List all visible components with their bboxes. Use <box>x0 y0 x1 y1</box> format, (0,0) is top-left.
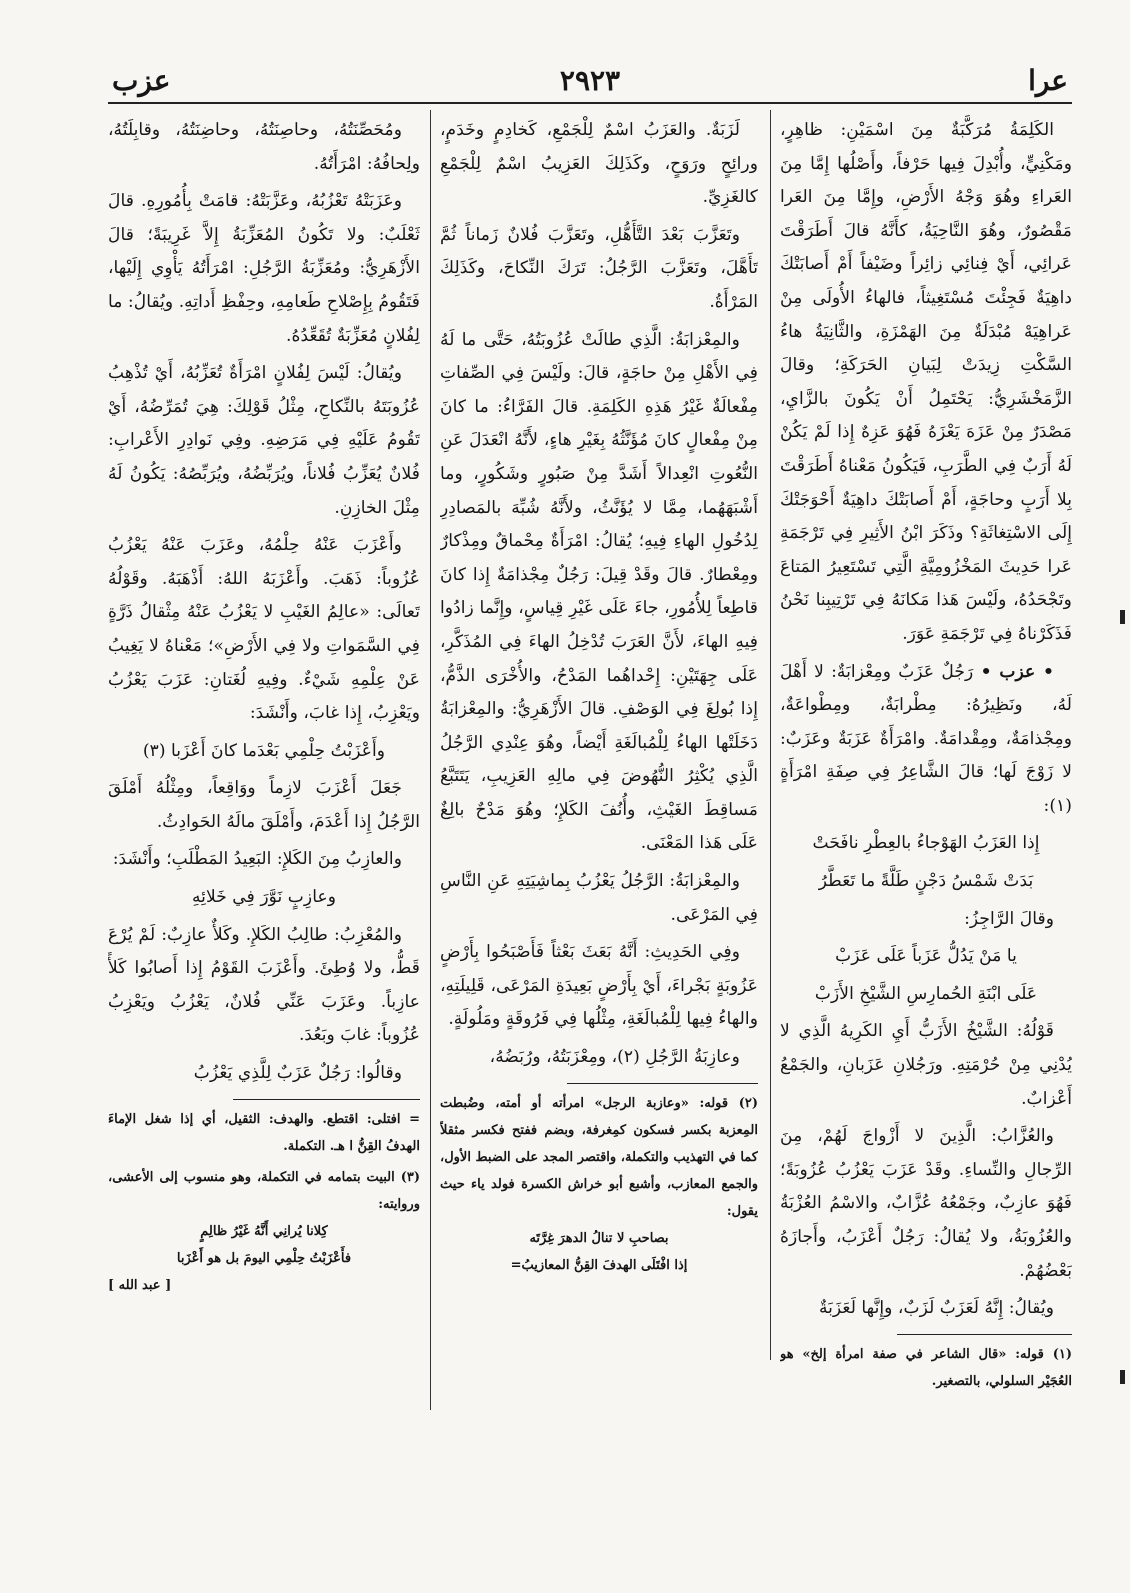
paragraph: والعُزَّابُ: الَّذِينَ لا أَزْواجَ لَهُمْ، مِنَ الرِّجالِ والنِّساءِ. وقَدْ عَزَبَ يَعْزُبُ عُزُوبَةً؛ فَهُوَ عازِبٌ، وجَمْعُهُ عُزَّابٌ، والاسْمُ العُزْبَةُ والعُزُوبَةُ، ولا يُقالُ: رَجُلٌ أَعْزَبُ، وأَجازَهُ بَعْضُهُمْ. <box>780 1126 1072 1281</box>
footnote-verse: بصاحبِ لا تنالُ الدهرَ غِرَّتَه <box>529 1230 669 1246</box>
paragraph: ويُقالُ: إِنَّهُ لَعَزَبٌ لَزَبٌ، وإِنَّها لَعَزَبَةٌ <box>818 1298 1054 1319</box>
page-number: ٢٩٢٣ <box>559 64 621 97</box>
paragraph: وعازِبَةُ الرَّجُلِ (٢)، ومِعْزَبَتُهُ، ورُبَضُهُ، <box>489 1047 740 1068</box>
footnote-separator <box>897 1334 1072 1335</box>
header-root-word-right: عرا <box>1028 64 1068 97</box>
footnote-separator <box>233 1099 420 1100</box>
paragraph: جَعَلَ أَعْزَبَ لازِماً ووَاقِعاً، ومِثْلُهُ أَمْلَقَ الرَّجُلُ إِذا أَعْدَمَ، وأَمْلَقَ مالَهُ الحَوادِثُ. <box>108 778 420 832</box>
margin-mark <box>1120 610 1125 624</box>
footnote <box>108 1164 420 1299</box>
margin-mark <box>1120 1370 1125 1384</box>
verse-line: وعازِبٍ نَوَّرَ فِي خَلائِهِ <box>191 887 337 908</box>
paragraph: وفِي الحَدِيثِ: أَنَّهُ بَعَثَ بَعْثاً فَأَصْبَحُوا بِأَرْضٍ عَزُوبَةٍ بَجْراءَ، أَيْ بِأَرْضٍ بَعِيدَةِ المَرْعَى، قَلِيلَتِهِ، والهاءُ فِيها لِلْمُبالَغَةِ، مِثْلُها فِي فَرُوقَةٍ ومَلُولَةٍ. <box>440 942 758 1030</box>
paragraph: قَوْلُهُ: الشَّيْخُ الأَزَبُّ أَيِ الكَرِيهُ الَّذِي لا يُدْنِي مِنْ حُرْمَتِهِ. ورَجُلانِ عَزَبانِ، والجَمْعُ أَعْزابٌ. <box>780 1021 1072 1109</box>
paragraph: والعازِبُ مِنَ الكَلإِ: البَعِيدُ المَطْلَبِ؛ وأَنْشَدَ: <box>112 849 402 870</box>
entry-paragraph <box>780 656 1072 824</box>
paragraph: الكَلِمَةُ مُرَكَّبَةٌ مِنَ اسْمَيْنِ: ظاهِرٍ، ومَكْنِيٍّ، وأُبْدِلَ فِيها حَرْفاً، وأَصْلُها إِمَّا مِنَ العَراءِ وهُوَ وَجْهُ الأَرْضِ، وإِمَّا مِنَ العَرا مَقْصُورٌ، وهُوَ النَّاحِيَةُ، كأَنَّهُ قالَ أَطَرَقْتَ عَرائِي، أَيْ فِنائِي زائِراً وضَيْفاً أَمْ أَصابَتْكَ داهِيَةٌ فَجِئْتَ مُسْتَغِيثاً، فالهاءُ الأُولَى مِنْ عَراهِيَهْ مُبْدَلَةٌ مِنَ الهَمْزَةِ، والثَّانِيَةُ هاءُ السَّكْتِ زِيدَتْ لِبَيانِ الحَرَكَةِ؛ وقالَ الزَّمَخْشَرِيُّ: يَحْتَمِلُ أَنْ يَكُونَ بالزَّايِ، مَصْدَرٌ مِنْ عَزَهَ يَعْزَهُ فَهُوَ عَزِهٌ إِذا لَمْ يَكُنْ لَهُ أَرَبٌ فِي الطَّرَبِ، فَيَكُونُ مَعْناهُ أَطَرَقْتَ بِلا أَرَبٍ وحاجَةٍ، أَمْ أَصابَتْكَ داهِيَةٌ أَحْوَجَتْكَ إِلَى الاسْتِغاثَةِ؟ وذَكَرَ ابْنُ الأَثِيرِ فِي تَرْجَمَةِ عَرا حَدِيثَ المَخْزُومِيَّةِ الَّتِي تَسْتَعِيرُ المَتاعَ وتَجْحَدُهُ، ولَيْسَ هَذا مَكانَهُ فِي تَرْتِيبِنا نَحْنُ فَذَكَرْناهُ فِي تَرْجَمَةِ عَوَرَ. <box>780 120 1072 644</box>
paragraph: ويُقالُ: لَيْسَ لِفُلانٍ امْرَأَةٌ تُعَزِّبُهُ، أَيْ تُذْهِبُ عُزُوبَتَهُ بالنِّكاحِ، مِثْلُ قَوْلِكَ: هِيَ تُمَرِّضُهُ، أَيْ تَقُومُ عَلَيْهِ فِي مَرَضِهِ. وفِي نَوادِرِ الأَعْرابِ: فُلانٌ يُعَزِّبُ فُلاناً، ويُرَبِّضُهُ، ويُرَبِّصُهُ: يَكُونُ لَهُ مِثْلَ الخازِنِ. <box>108 363 420 518</box>
verse-line: عَلَى ابْنَةِ الحُمارِسِ الشَّيْخِ الأَزَبْ <box>814 983 1038 1004</box>
paragraph: وعَزَبَتْهُ تَعْزُبُهُ، وعَزَّبَتْهُ: قامَتْ بِأُمُورِهِ. قالَ ثَعْلَبٌ: ولا تَكُونُ المُعَزِّبَةُ إِلاَّ غَرِيبَةً؛ قالَ الأَزْهَرِيُّ: ومُعَزِّبَةُ الرَّجُلِ: امْرَأَتُهُ يَأْوِي إِلَيْها، فَتَقُومُ بِإِصْلاحِ طَعامِهِ، وحِفْظِ أَداتِهِ. ويُقالُ: ما لِفُلانٍ مُعَزِّبَةٌ تُقَعِّدُهُ. <box>108 191 420 346</box>
verse-line: إِذا العَزَبُ الهَوْجاءُ بالعِطْرِ نافَحَتْ <box>812 833 1040 854</box>
paragraph: والمِعْزابَةُ: الَّذِي طالَتْ عُزُوبَتُهُ، حَتَّى ما لَهُ فِي الأَهْلِ مِنْ حاجَةٍ، قالَ: ولَيْسَ فِي الصِّفاتِ مِفْعالَةٌ غَيْرُ هَذِهِ الكَلِمَةِ. قالَ الفَرَّاءُ: ما كانَ مِنْ مِفْعالٍ كانَ مُؤَنَّثُهُ بِغَيْرِ هاءٍ، لأَنَّهُ انْعَدَلَ عَنِ النُّعُوتِ انْعِدالاً أَشَدَّ مِنْ صَبُورٍ وشَكُورٍ، وما أَشْبَهَهُما، مِمَّا لا يُؤَنَّثُ، ولأَنَّهُ شُبِّهَ بالمَصادِرِ لِدُخُولِ الهاءِ فِيهِ؛ يُقالُ: امْرَأَةٌ مِحْماقٌ ومِذْكارٌ ومِعْطارٌ. قالَ وقَدْ قِيلَ: رَجُلٌ مِجْذامَةٌ إِذا كانَ قاطِعاً لِلأُمُورِ، جاءَ عَلَى غَيْرِ قِياسٍ، وإِنَّما زادُوا فِيهِ الهاءَ، لأَنَّ العَرَبَ تُدْخِلُ الهاءَ فِي المُذَكَّرِ، عَلَى جِهَتَيْنِ: إِحْداهُما المَدْحُ، والأُخْرَى الذَّمُّ، إِذا بُولِغَ فِي الوَصْفِ. قالَ الأَزْهَرِيُّ: والمِعْزابَةُ دَخَلَتْها الهاءُ لِلْمُبالَغَةِ أَيْضاً، وهُوَ عِنْدِي الرَّجُلُ الَّذِي يُكْثِرُ النُّهُوضَ فِي مالِهِ العَزِيبِ، يَتَتَبَّعُ مَساقِطَ الغَيْثِ، وأُنُفَ الكَلإِ؛ وهُوَ مَدْحٌ بالِغٌ عَلَى هَذا المَعْنَى. <box>440 329 758 854</box>
paragraph: والمِعْزابَةُ: الرَّجُلُ يَعْزُبُ بِماشِيَتِهِ عَنِ النَّاسِ فِي المَرْعَى. <box>440 871 758 925</box>
column-divider-left <box>430 110 431 1410</box>
paragraph: ومُحَصِّنَتُهُ، وحاصِنَتُهُ، وحاضِنَتُهُ، وقابِلَتُهُ، ولِحافُهُ: امْرَأَتُهُ. <box>108 120 420 174</box>
verse-line: بَدَتْ شَمْسُ دَجْنٍ طَلَّةً ما تَعَطَّرُ <box>818 871 1034 892</box>
paragraph: وقالَ الرَّاجِزُ: <box>964 908 1054 929</box>
footnote-text: (٣) البيت بتمامه في التكملة، وهو منسوب إلى الأعشى، وروايته: <box>108 1169 420 1212</box>
footnote-verse: فأَعْزَبْتُ حِلْمِي اليومَ بل هو أَعْزَبا <box>176 1250 352 1266</box>
entry-headword: • عزب • <box>980 661 1055 682</box>
header-root-word-left: عزب <box>112 64 171 97</box>
paragraph: لَزَبَةٌ. والعَزَبُ اسْمٌ لِلْجَمْعِ، كَخادِمٍ وخَدَمٍ، ورائِحٍ ورَوَحٍ، وكَذَلِكَ العَزِيبُ اسْمٌ لِلْجَمْعِ كالغَزِيِّ. <box>440 120 758 208</box>
paragraph: وأَعْزَبَ عَنْهُ حِلْمُهُ، وعَزَبَ عَنْهُ يَعْزُبُ عُزُوباً: ذَهَبَ. وأَعْزَبَهُ اللهُ: أَذْهَبَهُ. وقَوْلُهُ تَعالَى: «عالِمُ الغَيْبِ لا يَعْزُبُ عَنْهُ مِثْقالُ ذَرَّةٍ فِي السَّمَواتِ ولا فِي الأَرْضِ»؛ مَعْناهُ لا يَغِيبُ عَنْ عِلْمِهِ شَيْءٌ. وفِيهِ لُغَتانِ: عَزَبَ يَعْزُبُ ويَعْزِبُ، إِذا غابَ، وأَنْشَدَ: <box>108 535 420 724</box>
verse-line: يا مَنْ يَدُلُّ عَزَباً عَلَى عَزَبْ <box>835 946 1017 967</box>
column-right <box>780 114 1072 1514</box>
verse-line: وأَعْزَبْتُ حِلْمِي بَعْدَما كانَ أَعْزَبا (٣) <box>142 740 386 761</box>
entry-text: رَجُلٌ عَزَبٌ ومِعْزابَةٌ: لا أَهْلَ لَهُ، ونَظِيرُهُ: مِطْرابَةٌ، ومِطْواعَةٌ، ومِجْذامَةٌ، ومِقْدامَةٌ. وامْرَأَةٌ عَزَبَةٌ وعَزَبٌ: لا زَوْجَ لَها؛ قالَ الشَّاعِرُ فِي صِفَةِ امْرَأَةٍ (١): <box>780 661 1072 816</box>
page-header <box>108 62 1072 104</box>
footnote-separator <box>567 1083 758 1084</box>
footnote <box>108 1106 420 1160</box>
column-left <box>108 114 420 1514</box>
column-divider-right <box>770 110 771 1360</box>
paragraph: وقالُوا: رَجُلٌ عَزَبٌ لِلَّذِي يَعْزُبُ <box>193 1063 402 1084</box>
footnote-text: (٢) قوله: «وعازبة الرجل» امرأته أو أمته، وضُبطت المِعزبة بكسر فسكون كمِغرفة، وبضم ففتح فكسر مثقلاً كما في التهذيب والتكملة، واقتصر المجد على الضبط الأول، والجمع المعازب، وأشبع أبو خراش الكسرة فولد ياء حيث يقول: <box>440 1095 758 1219</box>
footnote-verse: كِلانا يُرانِي أَنَّهُ غَيْرُ ظالِمٍ <box>200 1223 328 1239</box>
footnote <box>440 1090 758 1279</box>
column-middle <box>440 114 758 1514</box>
footnote-text: = افتلى: اقتطع. والهدف: الثقيل، أي إذا شغل الإماءَ الهدفُ القِنُّ ا هـ. التكملة. <box>108 1111 420 1154</box>
paragraph: وتَعَزَّبَ بَعْدَ التَّأَهُّلِ، وتَعَزَّبَ فُلانٌ زَماناً ثُمَّ تَأَهَّلَ، وتَعَزَّبَ الرَّجُلُ: تَرَكَ النِّكاحَ، وكَذَلِكَ المَرْأَةُ. <box>440 224 758 312</box>
editor-signature: [ عبد الله ] <box>108 1277 172 1293</box>
footnote: (١) قوله: «قال الشاعر في صفة امرأة إلخ» هو العُجَيْر السلولي، بالتصغير. <box>780 1346 1072 1389</box>
footnote-verse: إذا افْتَلَى الهدفَ القِنُّ المعازيبُ= <box>510 1257 688 1273</box>
paragraph: والمُعْزِبُ: طالِبُ الكَلإِ. وكَلأٌ عازِبٌ: لَمْ يُرْعَ قَطُّ، ولا وُطِئَ. وأَعْزَبَ القَوْمُ إِذا أَصابُوا كَلأً عازِباً. وعَزَبَ عَنِّي فُلانٌ، يَعْزُبُ ويَعْزِبُ عُزُوباً: غابَ وبَعُدَ. <box>108 924 420 1046</box>
